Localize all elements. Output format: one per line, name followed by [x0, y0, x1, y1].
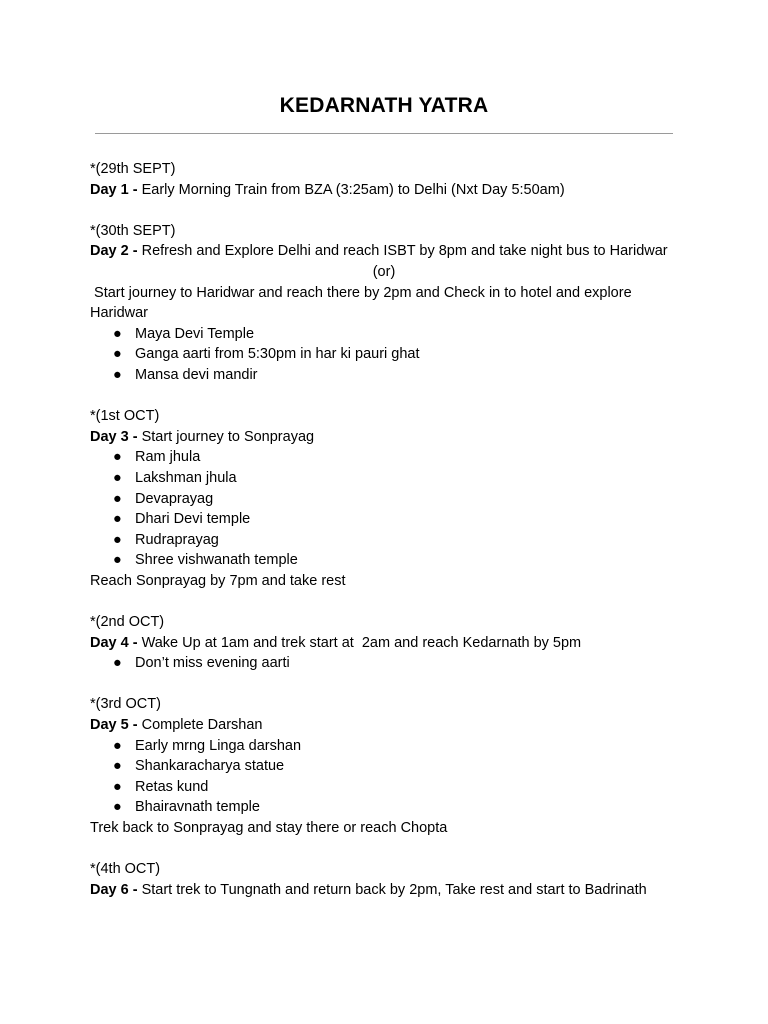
bullet-icon: ●	[113, 799, 122, 816]
day-2-block	[90, 221, 690, 386]
day-2-text: Refresh and Explore Delhi and reach ISBT by 8pm and take night bus to Haridwar	[137, 243, 668, 260]
list-item-text: Don’t miss evening aarti	[135, 655, 290, 672]
list-item-text: Lakshman jhula	[135, 469, 237, 486]
list-item	[90, 550, 690, 571]
day-5-after-text: Trek back to Sonprayag and stay there or reach Chopta	[90, 820, 448, 836]
day-5-bullet-list	[90, 736, 690, 818]
day-4-block	[90, 612, 690, 674]
day-2-or-separator: (or)	[372, 263, 396, 280]
day-3-label: Day 3 -	[90, 428, 138, 445]
day-3-line	[90, 427, 690, 448]
bullet-icon: ●	[113, 758, 122, 775]
day-3-text: Start journey to Sonprayag	[137, 428, 315, 445]
list-item	[90, 736, 690, 757]
list-item	[90, 365, 690, 386]
list-item	[90, 489, 690, 510]
bullet-icon: ●	[113, 469, 122, 486]
day-6-date: *(4th OCT)	[90, 861, 161, 878]
day-6-text: Start trek to Tungnath and return back by 2pm, Take rest and start to Badrinath	[137, 881, 647, 898]
list-item	[90, 756, 690, 777]
list-item-text: Early mrng Linga darshan	[135, 737, 302, 754]
day-2-alt-text: Start journey to Haridwar and reach there by 2pm and Check in to hotel and explore Haridwar	[90, 284, 636, 322]
day-3-bullet-list	[90, 447, 690, 571]
list-item-text: Retas kund	[135, 778, 209, 795]
list-item	[90, 447, 690, 468]
day-1-block	[90, 159, 690, 200]
day-5-date: *(3rd OCT)	[90, 696, 161, 713]
itinerary-content	[90, 159, 690, 921]
day-3-date: *(1st OCT)	[90, 408, 160, 425]
list-item-text: Mansa devi mandir	[135, 366, 258, 383]
day-2-line	[90, 241, 690, 262]
list-item-text: Devaprayag	[135, 490, 214, 507]
list-item-text: Maya Devi Temple	[135, 325, 255, 342]
day-5-label: Day 5 -	[90, 717, 138, 734]
list-item	[90, 777, 690, 798]
bullet-icon: ●	[113, 552, 122, 569]
bullet-icon: ●	[113, 531, 122, 548]
bullet-icon: ●	[113, 778, 122, 795]
list-item	[90, 530, 690, 551]
bullet-icon: ●	[113, 366, 122, 383]
bullet-icon: ●	[113, 346, 122, 363]
day-6-block	[90, 859, 690, 900]
day-6-label: Day 6 -	[90, 881, 138, 898]
day-5-block	[90, 694, 690, 838]
list-item	[90, 797, 690, 818]
list-item	[90, 468, 690, 489]
list-item-text: Shree vishwanath temple	[135, 552, 298, 569]
day-4-date: *(2nd OCT)	[90, 614, 165, 631]
list-item-text: Bhairavnath temple	[135, 799, 260, 816]
day-2-bullet-list	[90, 324, 690, 386]
day-3-after-text: Reach Sonprayag by 7pm and take rest	[90, 572, 346, 589]
day-4-line	[90, 633, 690, 654]
day-4-text: Wake Up at 1am and trek start at 2am and reach Kedarnath by 5pm	[137, 634, 582, 651]
day-4-label: Day 4 -	[90, 634, 138, 651]
list-item	[90, 653, 690, 674]
list-item-text: Ram jhula	[135, 449, 201, 466]
day-3-block	[90, 406, 690, 591]
day-6-line	[90, 880, 690, 901]
bullet-icon: ●	[113, 490, 122, 507]
bullet-icon: ●	[113, 655, 122, 672]
document-title: KEDARNATH YATRA	[279, 94, 489, 117]
day-1-text: Early Morning Train from BZA (3:25am) to Delhi (Nxt Day 5:50am)	[137, 181, 565, 198]
list-item-text: Dhari Devi temple	[135, 511, 251, 528]
list-item	[90, 324, 690, 345]
list-item-text: Rudraprayag	[135, 531, 219, 548]
day-2-label: Day 2 -	[90, 243, 138, 260]
day-1-line	[90, 180, 690, 201]
day-1-date: *(29th SEPT)	[90, 161, 176, 177]
list-item	[90, 344, 690, 365]
day-5-line	[90, 715, 690, 736]
bullet-icon: ●	[113, 737, 122, 754]
bullet-icon: ●	[113, 325, 122, 342]
list-item-text: Ganga aarti from 5:30pm in har ki pauri ghat	[135, 346, 420, 363]
list-item	[90, 509, 690, 530]
day-1-label: Day 1 -	[90, 181, 138, 198]
bullet-icon: ●	[113, 511, 122, 528]
day-2-date: *(30th SEPT)	[90, 222, 176, 239]
day-5-text: Complete Darshan	[137, 717, 263, 734]
day-4-bullet-list	[90, 653, 690, 674]
title-divider	[95, 133, 673, 134]
list-item-text: Shankaracharya statue	[135, 758, 285, 775]
bullet-icon: ●	[113, 449, 122, 466]
